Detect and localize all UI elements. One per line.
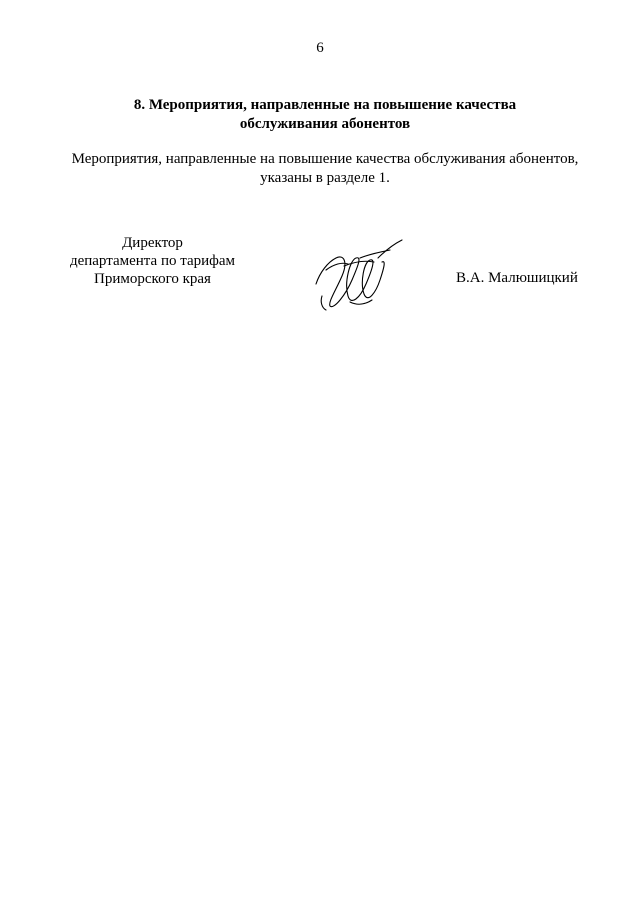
section-heading: [80, 96, 570, 134]
signatory-title-line-1: Директор: [122, 235, 183, 251]
handwritten-signature: [308, 236, 408, 312]
signatory-title-line-3: Приморского края: [94, 271, 211, 287]
signatory-title: [40, 234, 265, 288]
section-body-line-1: Мероприятия, направленные на повышение качества обслуживания абонентов,: [71, 151, 579, 167]
section-heading-line-1: 8. Мероприятия, направленные на повышение качества: [133, 97, 517, 113]
section-body: [60, 150, 590, 188]
page-number: 6: [316, 40, 324, 56]
section-body-line-2: указаны в разделе 1.: [260, 170, 390, 186]
section-heading-line-2: обслуживания абонентов: [239, 116, 411, 132]
signatory-title-line-2: департамента по тарифам: [69, 253, 236, 269]
signatory-name: В.А. Малюшицкий: [456, 270, 578, 286]
